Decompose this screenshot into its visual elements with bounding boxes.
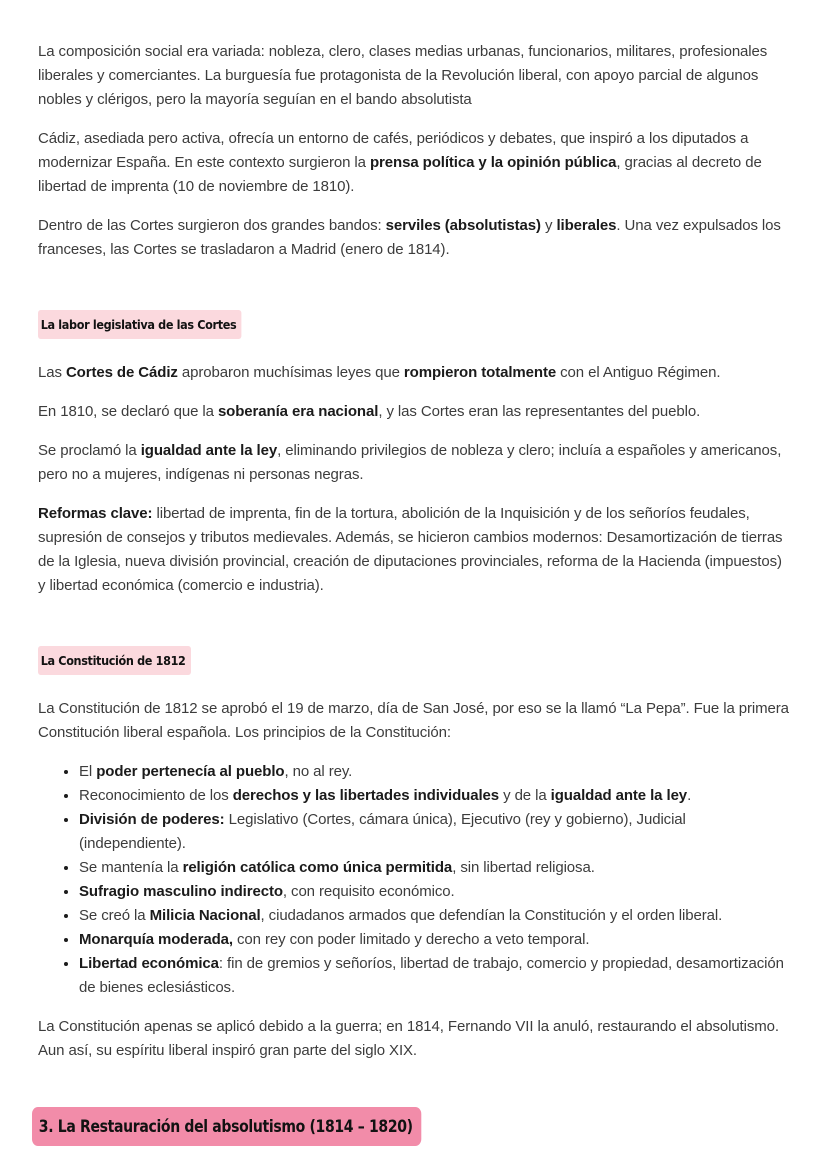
paragraph-soberania-nacional: En 1810, se declaró que la soberanía era nacional, y las Cortes eran las representantes del pueblo. (38, 403, 701, 420)
list-item-derechos-libertades: • Reconocimiento de los derechos y las libertades individuales y de la igualdad ante la ley. (79, 784, 790, 808)
paragraph-cortes-leyes: Las Cortes de Cádiz aprobaron muchísimas leyes que rompieron totalmente con el Antiguo Régimen. (38, 364, 721, 381)
list-item-sufragio-masculino: • Sufragio masculino indirecto, con requisito económico. (79, 880, 790, 904)
list-item-religion-catolica: • Se mantenía la religión católica como única permitida, sin libertad religiosa. (79, 856, 790, 880)
paragraph-composicion-social: La composición social era variada: nobleza, clero, clases medias urbanas, funcionarios, militares, profesionales liberales y comerciantes. La burguesía fue protagonista de la Revolución liberal, con apoyo parcial de algunos nobles y clérigos, pero la mayoría seguían en el bando absolutista (38, 43, 768, 108)
list-item-milicia-nacional: • Se creó la Milicia Nacional, ciudadanos armados que defendían la Constitución y el orden liberal. (79, 904, 790, 928)
list-item-division-poderes: • División de poderes: Legislativo (Cortes, cámara única), Ejecutivo (rey y gobierno), Judicial (independiente). (79, 808, 790, 856)
section-heading-labor-legislativa (38, 310, 790, 339)
paragraph-igualdad-ley: Se proclamó la igualdad ante la ley, eliminando privilegios de nobleza y clero; incluía a españoles y americanos, pero no a mujeres, indígenas ni personas negras. (38, 442, 782, 483)
section-heading-labor-legislativa-text: La labor legislativa de las Cortes (38, 310, 242, 339)
paragraph-bandos-cortes: Dentro de las Cortes surgieron dos grandes bandos: serviles (absolutistas) y liberales. Una vez expulsados los franceses, las Cortes se trasladaron a Madrid (enero de 1814). (38, 217, 781, 258)
list-item-poder-pueblo: • El poder pertenecía al pueblo, no al rey. (79, 760, 790, 784)
paragraph-la-pepa: La Constitución de 1812 se aprobó el 19 de marzo, día de San José, por eso se la llamó “La Pepa”. Fue la primera Constitución liberal española. Los principios de la Constitución: (38, 700, 789, 741)
section-heading-restauracion-absolutismo (32, 1107, 790, 1146)
section-heading-constitucion-1812-text: La Constitución de 1812 (38, 646, 191, 675)
section-heading-constitucion-1812 (38, 646, 790, 675)
list-item-libertad-economica: • Libertad económica: fin de gremios y señoríos, libertad de trabajo, comercio y propiedad, desamortización de bienes eclesiásticos. (79, 952, 790, 1000)
paragraph-cadiz-contexto: Cádiz, asediada pero activa, ofrecía un entorno de cafés, periódicos y debates, que inspiró a los diputados a modernizar España. En este contexto surgieron la prensa política y la opinión pública, gracias al decreto de libertad de imprenta (10 de noviembre de 1810). (38, 130, 762, 195)
list-item-monarquia-moderada: • Monarquía moderada, con rey con poder limitado y derecho a veto temporal. (79, 928, 790, 952)
section-heading-restauracion-absolutismo-text: 3. La Restauración del absolutismo (1814 – 1820) (32, 1107, 421, 1146)
principles-list (38, 760, 790, 1000)
paragraph-constitucion-anulada: La Constitución apenas se aplicó debido a la guerra; en 1814, Fernando VII la anuló, restaurando el absolutismo. Aun así, su espíritu liberal inspiró gran parte del siglo XIX. (38, 1018, 779, 1059)
paragraph-reformas-clave: Reformas clave: libertad de imprenta, fin de la tortura, abolición de la Inquisición y de los señoríos feudales, supresión de consejos y tributos medievales. Además, se hicieron cambios modernos: Desamortización de tierras de la Iglesia, nueva división provincial, creación de diputaciones provinciales, reforma de la Hacienda (impuestos) y libertad económica (comercio e industria). (38, 505, 783, 594)
